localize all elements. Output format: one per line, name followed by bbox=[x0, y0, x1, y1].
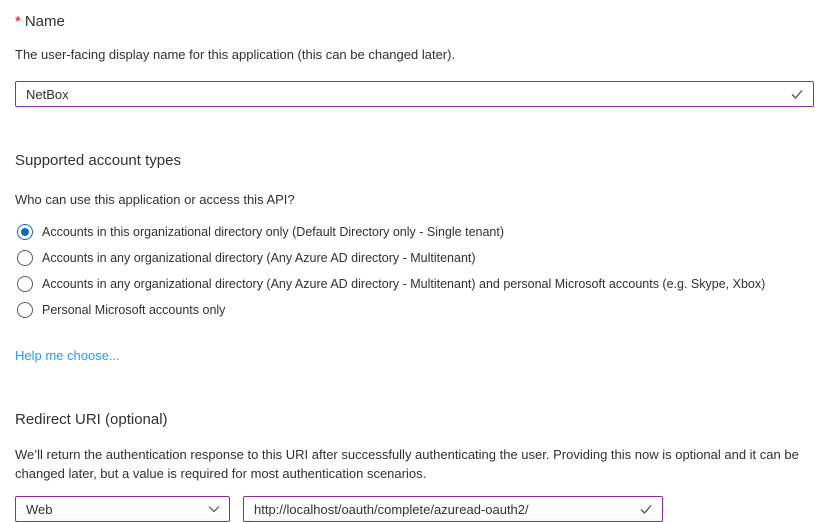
name-section bbox=[15, 12, 814, 107]
redirect-uri-input[interactable] bbox=[244, 497, 662, 521]
radio-option-label: Accounts in any organizational directory (Any Azure AD directory - Multitenant) bbox=[42, 251, 476, 265]
supported-account-types-title: Supported account types bbox=[15, 152, 181, 169]
radio-option-multitenant[interactable] bbox=[15, 245, 814, 271]
required-asterisk: * bbox=[15, 13, 21, 30]
redirect-uri-input-container bbox=[243, 496, 663, 522]
radio-button[interactable] bbox=[17, 302, 33, 318]
redirect-uri-description: We’ll return the authentication response to this URI after successfully authenticating the user. Providing this now is optional and it can be changed later, but a value is required for most authentication scenarios. bbox=[15, 447, 799, 481]
radio-option-label: Accounts in any organizational directory (Any Azure AD directory - Multitenant) and personal Microsoft accounts (e.g. Skype, Xbox) bbox=[42, 277, 766, 291]
help-me-choose-link[interactable]: Help me choose... bbox=[15, 348, 120, 363]
chevron-down-icon bbox=[207, 502, 221, 516]
radio-option-single-tenant[interactable] bbox=[15, 219, 814, 245]
radio-button[interactable] bbox=[17, 276, 33, 292]
platform-selected-value: Web bbox=[26, 501, 53, 517]
name-title-text: Name bbox=[24, 13, 65, 30]
radio-option-multitenant-personal[interactable] bbox=[15, 271, 814, 297]
radio-button[interactable] bbox=[17, 250, 33, 266]
checkmark-icon bbox=[789, 86, 805, 102]
name-section-title bbox=[15, 12, 814, 32]
account-type-radio-group bbox=[15, 219, 814, 323]
radio-option-label: Personal Microsoft accounts only bbox=[42, 303, 226, 317]
name-input-container bbox=[15, 81, 814, 107]
checkmark-icon bbox=[638, 501, 654, 517]
supported-account-types-section bbox=[15, 151, 814, 365]
name-input[interactable] bbox=[16, 82, 813, 106]
redirect-uri-title: Redirect URI (optional) bbox=[15, 411, 168, 428]
redirect-uri-row bbox=[15, 496, 814, 522]
redirect-uri-section bbox=[15, 410, 814, 522]
radio-button[interactable] bbox=[17, 224, 33, 240]
platform-select[interactable] bbox=[15, 496, 230, 522]
radio-option-label: Accounts in this organizational directory only (Default Directory only - Single tenant) bbox=[42, 225, 505, 239]
radio-option-personal-only[interactable] bbox=[15, 297, 814, 323]
name-description: The user-facing display name for this application (this can be changed later). bbox=[15, 47, 456, 62]
account-types-question: Who can use this application or access this API? bbox=[15, 192, 295, 207]
